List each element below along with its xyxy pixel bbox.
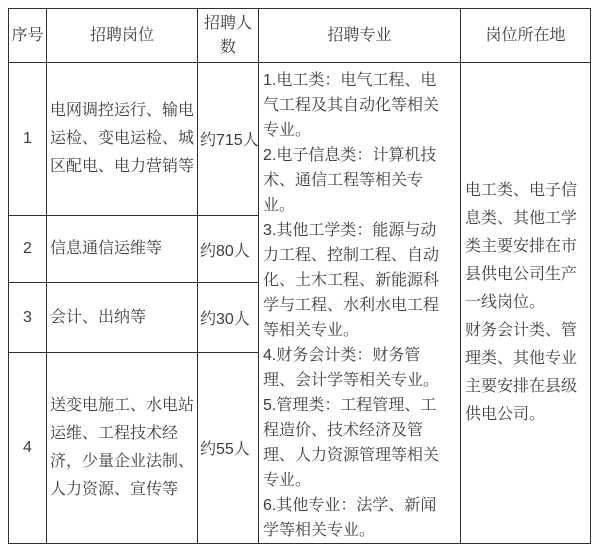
header-position: 招聘岗位 <box>47 9 198 63</box>
position-cell: 送变电施工、水电站运维、工程技术经济，少量企业法制、人力资源、宣传等 <box>47 352 198 543</box>
header-location: 岗位所在地 <box>461 9 591 63</box>
position-cell: 信息通信运维等 <box>47 215 198 282</box>
major-item: 5.管理类：工程管理、工程造价、技术经济及管理、人力资源管理等相关专业。 <box>263 397 440 489</box>
header-row <box>9 9 591 63</box>
major-item: 1.电工类：电气工程、电气工程及其自动化等相关专业。 <box>263 72 440 139</box>
header-count: 招聘人数 <box>198 9 259 63</box>
position-cell: 会计、出纳等 <box>47 283 198 353</box>
serial-cell: 3 <box>9 283 47 353</box>
major-item: 6.其他专业：法学、新闻学等相关专业。 <box>263 497 437 539</box>
position-cell: 电网调控运行、输电运检、变电运检、城区配电、电力营销等 <box>47 63 198 216</box>
table-row <box>9 63 591 216</box>
location-cell <box>461 63 591 544</box>
count-cell: 约715人 <box>198 63 259 216</box>
majors-cell <box>259 63 461 544</box>
count-cell: 约30人 <box>198 283 259 353</box>
serial-cell: 1 <box>9 63 47 216</box>
count-cell: 约80人 <box>198 215 259 282</box>
serial-cell: 2 <box>9 215 47 282</box>
major-item: 2.电子信息类：计算机技术、通信工程等相关专业。 <box>263 147 437 214</box>
header-serial: 序号 <box>9 9 47 63</box>
major-item: 4.财务会计类：财务管理、会计学等相关专业。 <box>263 347 440 389</box>
location-paragraph: 财务会计类、管理类、其他专业主要安排在县级供电公司。 <box>465 322 578 423</box>
recruitment-table <box>8 8 591 544</box>
count-cell: 约55人 <box>198 352 259 543</box>
location-paragraph: 电工类、电子信息类、其他工学类主要安排在市县供电公司生产一线岗位。 <box>465 182 578 311</box>
serial-cell: 4 <box>9 352 47 543</box>
major-item: 3.其他工学类：能源与动力工程、控制工程、自动化、土木工程、新能源科学与工程、水利水电工程等相关专业。 <box>263 222 440 339</box>
header-major: 招聘专业 <box>259 9 461 63</box>
